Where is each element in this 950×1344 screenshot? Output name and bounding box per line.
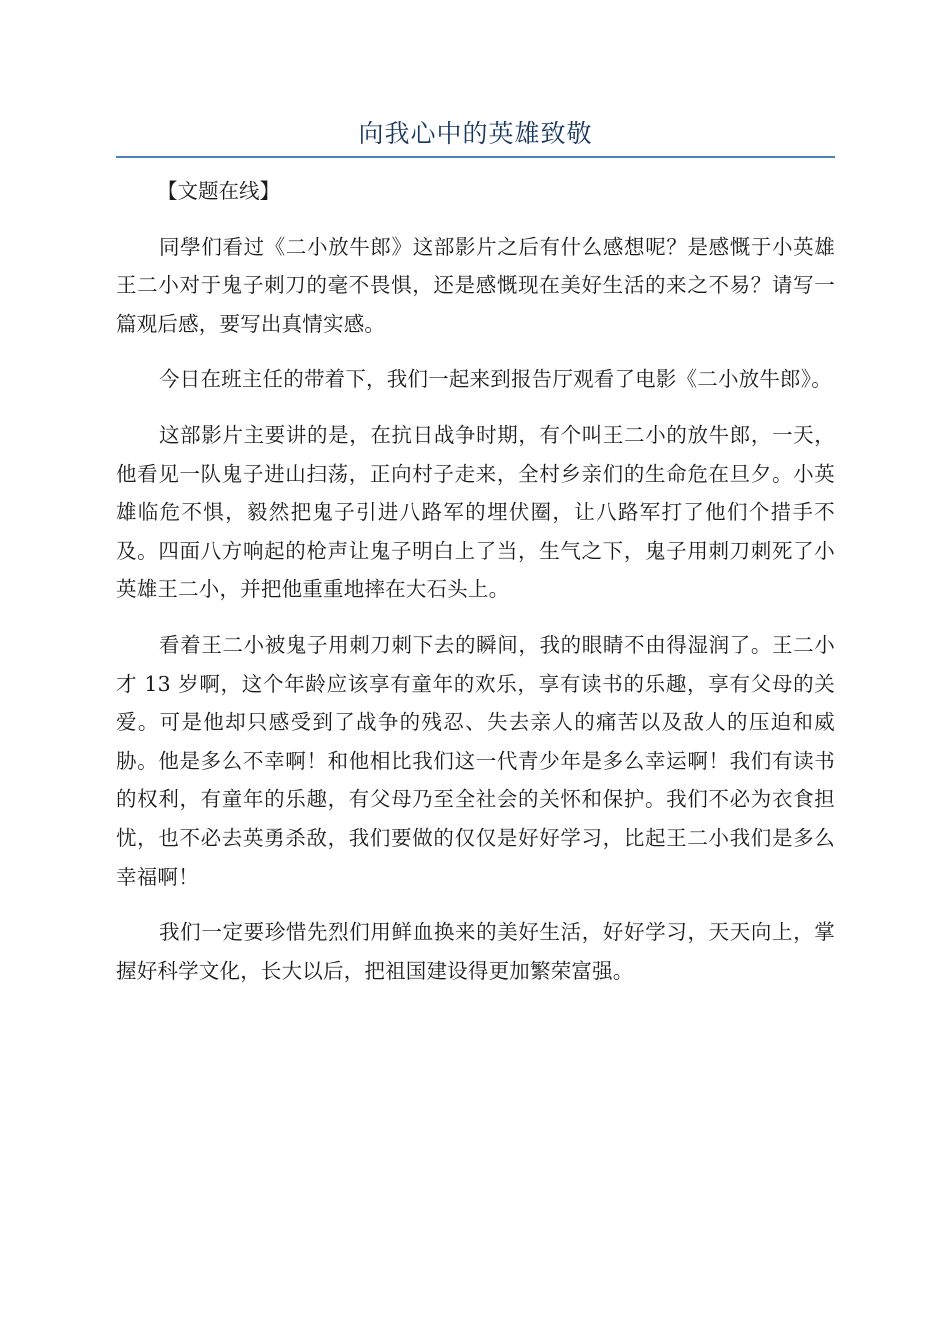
paragraph-plot: 这部影片主要讲的是，在抗日战争时期，有个叫王二小的放牛郎，一天，他看见一队鬼子进山扫荡，正向村子走来，全村乡亲们的生命危在旦夕。小英雄临危不惧，毅然把鬼子引进八路军的埋伏圈，让八路军打了他们个措手不及。四面八方响起的枪声让鬼子明白上了当，生气之下，鬼子用刺刀刺死了小英雄王二小，并把他重重地摔在大石头上。 <box>116 422 835 602</box>
paragraph-intro: 今日在班主任的带着下，我们一起来到报告厅观看了电影《二小放牛郎》。 <box>159 367 832 392</box>
paragraph-reflection: 看着王二小被鬼子用刺刀刺下去的瞬间，我的眼睛不由得湿润了。王二小才 13 岁啊，这个年龄应该享有童年的欢乐，享有读书的乐趣，享有父母的关爱。可是他却只感受到了战争的残忍、失去亲人的痛苦以及敌人的压迫和威胁。他是多么不幸啊！和他相比我们这一代青少年是多么幸运啊！我们有读书的权利，有童年的乐趣，有父母乃至全社会的关怀和保护。我们不必为衣食担忧，也不必去英勇杀敌，我们要做的仅仅是好好学习，比起王二小我们是多么幸福啊！ <box>116 632 835 889</box>
section-label: 【文题在线】 <box>157 179 280 203</box>
document-title: 向我心中的英雄致敬 <box>358 119 593 148</box>
paragraph-prompt: 同學们看过《二小放牛郎》这部影片之后有什么感想呢？是感慨于小英雄王二小对于鬼子刺刀的毫不畏惧，还是感慨现在美好生活的来之不易？请写一篇观后感，要写出真情实感。 <box>116 234 835 336</box>
paragraph-conclusion: 我们一定要珍惜先烈们用鲜血换来的美好生活，好好学习，天天向上，掌握好科学文化，长大以后，把祖国建设得更加繁荣富强。 <box>116 920 835 983</box>
title-block <box>116 112 835 158</box>
document-body <box>116 172 835 1007</box>
